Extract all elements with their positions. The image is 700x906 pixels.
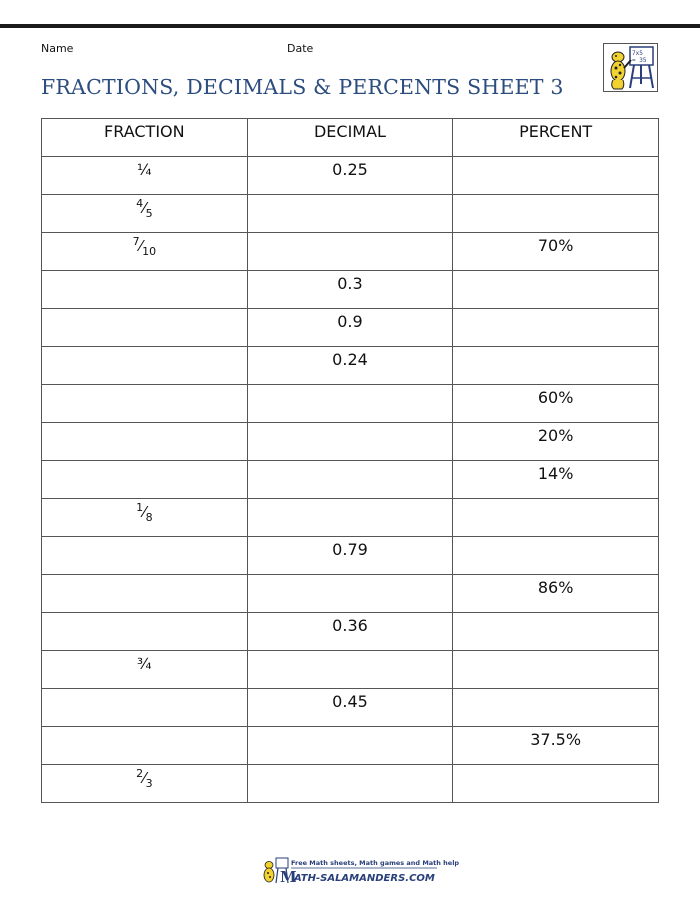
svg-text:M: M [280,868,297,886]
table-row [42,613,659,651]
decimal-cell [247,727,453,765]
percent-cell [453,271,659,309]
percent-cell [453,537,659,575]
table-row [42,309,659,347]
table-row [42,195,659,233]
decimal-cell: 0.25 [247,157,453,195]
footer-site: ATH-SALAMANDERS.COM [294,873,435,884]
table-row [42,423,659,461]
fraction-cell [42,385,248,423]
fraction-cell [42,689,248,727]
table-row [42,347,659,385]
decimal-cell [247,385,453,423]
percent-cell [453,157,659,195]
fraction-numerator: 2 [136,767,144,780]
table-row [42,157,659,195]
percent-cell [453,651,659,689]
fraction-cell [42,195,248,233]
percent-cell: 20% [453,423,659,461]
table-row [42,727,659,765]
fraction-cell [42,575,248,613]
decimal-cell [247,765,453,803]
percent-cell: 86% [453,575,659,613]
column-header-fraction: FRACTION [42,119,248,157]
table-row [42,233,659,271]
fraction-cell [42,499,248,537]
table-row [42,765,659,803]
table-row [42,651,659,689]
fraction-cell [42,613,248,651]
fraction-cell [42,537,248,575]
column-header-decimal: DECIMAL [247,119,453,157]
fraction-value [132,235,157,258]
fraction-slash: ⁄ [143,769,146,787]
fraction-denominator: 8 [145,511,153,524]
fraction-cell [42,727,248,765]
percent-cell [453,195,659,233]
percent-cell: 14% [453,461,659,499]
percent-cell [453,347,659,385]
decimal-cell [247,575,453,613]
decimal-cell [247,499,453,537]
top-rule [0,24,700,28]
fraction-cell [42,651,248,689]
fraction-denominator: 5 [145,207,153,220]
table-row [42,499,659,537]
percent-cell [453,765,659,803]
decimal-cell: 0.36 [247,613,453,651]
table-row [42,537,659,575]
fraction-denominator: 10 [142,245,157,258]
conversion-table [41,118,659,803]
page-title: FRACTIONS, DECIMALS & PERCENTS SHEET 3 [41,75,564,99]
decimal-cell [247,195,453,233]
table-row [42,575,659,613]
footer-logo [261,856,460,886]
fraction-numerator: 4 [136,197,144,210]
decimal-cell [247,651,453,689]
fraction-cell [42,233,248,271]
decimal-cell: 0.79 [247,537,453,575]
fraction-value [136,767,153,790]
percent-cell: 60% [453,385,659,423]
fraction-denominator: 3 [145,777,153,790]
percent-cell [453,499,659,537]
footer-tagline: Free Math sheets, Math games and Math help [291,859,460,867]
fraction-slash: ⁄ [139,237,143,255]
fraction-cell [42,157,248,195]
fraction-numerator: 7 [132,235,140,248]
fraction-cell [42,309,248,347]
logo-board-line1: 7x5 [632,50,643,57]
percent-cell: 37.5% [453,727,659,765]
fraction-cell [42,461,248,499]
column-header-percent: PERCENT [453,119,659,157]
fraction-cell [42,347,248,385]
table-row [42,461,659,499]
date-label: Date [287,42,314,55]
name-label: Name [41,42,74,55]
table-row [42,385,659,423]
decimal-cell [247,233,453,271]
fraction-value [136,501,153,524]
table-row [42,271,659,309]
fraction-value: ¼ [137,161,152,179]
decimal-cell: 0.24 [247,347,453,385]
decimal-cell [247,461,453,499]
percent-cell [453,689,659,727]
percent-cell [453,613,659,651]
table-header-row [42,119,659,157]
fraction-value [136,197,153,220]
fraction-cell [42,765,248,803]
fraction-cell [42,423,248,461]
decimal-cell [247,423,453,461]
percent-cell [453,309,659,347]
table-row [42,689,659,727]
decimal-cell: 0.45 [247,689,453,727]
fraction-slash: ⁄ [143,503,146,521]
logo-board-line2: = 35 [632,57,647,64]
fraction-cell [42,271,248,309]
decimal-cell: 0.9 [247,309,453,347]
fraction-value: ¾ [137,655,152,673]
decimal-cell: 0.3 [247,271,453,309]
salamander-logo-icon [603,43,658,92]
fraction-slash: ⁄ [143,199,146,217]
percent-cell: 70% [453,233,659,271]
fraction-numerator: 1 [136,501,144,514]
